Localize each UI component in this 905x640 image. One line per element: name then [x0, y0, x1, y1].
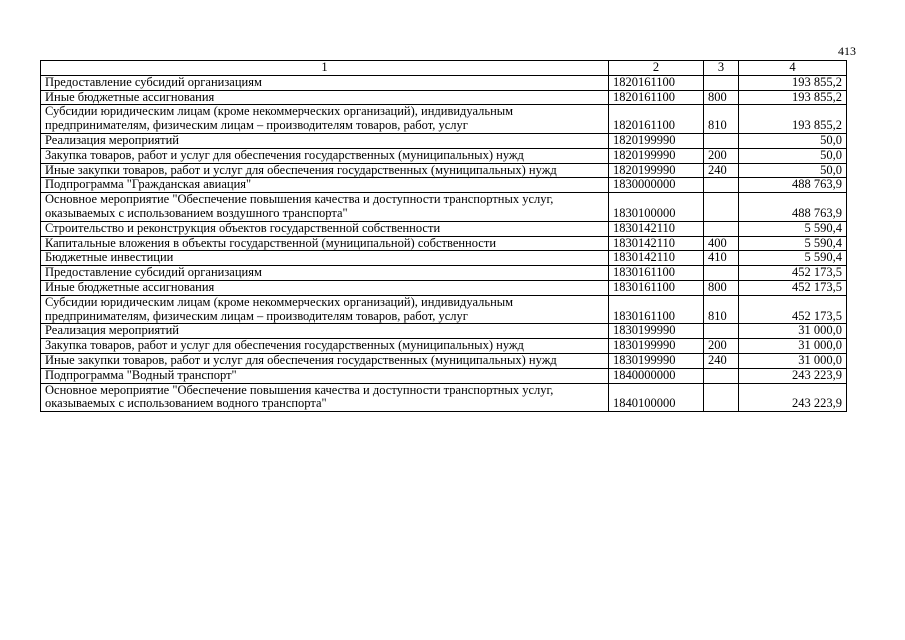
row-name-cell: Основное мероприятие "Обеспечение повышения качества и доступности транспортных услуг, оказываемых с использованием воздушного транспорта" — [41, 193, 609, 222]
row-name-cell: Иные закупки товаров, работ и услуг для обеспечения государственных (муниципальных) нужд — [41, 163, 609, 178]
row-type-cell: 400 — [704, 236, 739, 251]
row-code-cell: 1820161100 — [609, 105, 704, 134]
row-code-cell: 1830142110 — [609, 236, 704, 251]
row-sum-cell: 50,0 — [739, 163, 847, 178]
row-sum-cell: 452 173,5 — [739, 280, 847, 295]
row-type-cell: 240 — [704, 353, 739, 368]
row-type-cell: 800 — [704, 280, 739, 295]
row-type-cell — [704, 178, 739, 193]
row-code-cell: 1820199990 — [609, 133, 704, 148]
row-code-cell: 1820161100 — [609, 75, 704, 90]
row-name-cell: Реализация мероприятий — [41, 133, 609, 148]
row-code-cell: 1830199990 — [609, 339, 704, 354]
table-row — [41, 324, 847, 339]
row-code-cell: 1840000000 — [609, 368, 704, 383]
row-sum-cell: 193 855,2 — [739, 105, 847, 134]
header-col-4: 4 — [739, 61, 847, 76]
row-sum-cell: 5 590,4 — [739, 251, 847, 266]
row-name-cell: Предоставление субсидий организациям — [41, 266, 609, 281]
row-type-cell: 200 — [704, 148, 739, 163]
table-row — [41, 178, 847, 193]
row-name-cell: Подпрограмма "Гражданская авиация" — [41, 178, 609, 193]
row-type-cell — [704, 133, 739, 148]
row-sum-cell: 5 590,4 — [739, 236, 847, 251]
row-code-cell: 1820199990 — [609, 163, 704, 178]
row-code-cell: 1830161100 — [609, 266, 704, 281]
table-row — [41, 368, 847, 383]
row-type-cell — [704, 324, 739, 339]
row-type-cell — [704, 221, 739, 236]
row-sum-cell: 452 173,5 — [739, 266, 847, 281]
row-code-cell: 1820161100 — [609, 90, 704, 105]
table-row — [41, 90, 847, 105]
table-row — [41, 133, 847, 148]
row-type-cell: 410 — [704, 251, 739, 266]
row-sum-cell: 452 173,5 — [739, 295, 847, 324]
row-name-cell: Основное мероприятие "Обеспечение повышения качества и доступности транспортных услуг, оказываемых с использованием водного транспорта" — [41, 383, 609, 412]
row-sum-cell: 193 855,2 — [739, 75, 847, 90]
row-code-cell: 1830161100 — [609, 295, 704, 324]
row-sum-cell: 31 000,0 — [739, 353, 847, 368]
row-type-cell — [704, 368, 739, 383]
table-row — [41, 251, 847, 266]
table-row — [41, 193, 847, 222]
row-name-cell: Капитальные вложения в объекты государственной (муниципальной) собственности — [41, 236, 609, 251]
row-code-cell: 1830142110 — [609, 251, 704, 266]
row-sum-cell: 488 763,9 — [739, 193, 847, 222]
row-type-cell — [704, 266, 739, 281]
row-code-cell: 1830199990 — [609, 353, 704, 368]
row-sum-cell: 243 223,9 — [739, 368, 847, 383]
row-name-cell: Субсидии юридическим лицам (кроме некоммерческих организаций), индивидуальным предпринимателям, физическим лицам – производителям товаров, работ, услуг — [41, 105, 609, 134]
row-code-cell: 1830000000 — [609, 178, 704, 193]
table-row — [41, 148, 847, 163]
row-name-cell: Закупка товаров, работ и услуг для обеспечения государственных (муниципальных) нужд — [41, 148, 609, 163]
header-col-3: 3 — [704, 61, 739, 76]
table-header-row — [41, 61, 847, 76]
table-row — [41, 266, 847, 281]
row-name-cell: Субсидии юридическим лицам (кроме некоммерческих организаций), индивидуальным предпринимателям, физическим лицам – производителям товаров, работ, услуг — [41, 295, 609, 324]
row-type-cell: 810 — [704, 105, 739, 134]
row-name-cell: Строительство и реконструкция объектов государственной собственности — [41, 221, 609, 236]
table-row — [41, 163, 847, 178]
table-row — [41, 295, 847, 324]
row-code-cell: 1830142110 — [609, 221, 704, 236]
table-row — [41, 353, 847, 368]
row-type-cell — [704, 75, 739, 90]
row-code-cell: 1820199990 — [609, 148, 704, 163]
row-type-cell — [704, 193, 739, 222]
row-sum-cell: 5 590,4 — [739, 221, 847, 236]
table-row — [41, 383, 847, 412]
row-sum-cell: 50,0 — [739, 133, 847, 148]
table-row — [41, 280, 847, 295]
row-code-cell: 1830199990 — [609, 324, 704, 339]
row-code-cell: 1830100000 — [609, 193, 704, 222]
row-name-cell: Предоставление субсидий организациям — [41, 75, 609, 90]
row-type-cell: 800 — [704, 90, 739, 105]
page-number: 413 — [838, 44, 856, 58]
row-sum-cell: 488 763,9 — [739, 178, 847, 193]
row-sum-cell: 50,0 — [739, 148, 847, 163]
table-row — [41, 236, 847, 251]
row-name-cell: Закупка товаров, работ и услуг для обеспечения государственных (муниципальных) нужд — [41, 339, 609, 354]
row-type-cell: 240 — [704, 163, 739, 178]
row-type-cell: 810 — [704, 295, 739, 324]
row-name-cell: Иные закупки товаров, работ и услуг для обеспечения государственных (муниципальных) нужд — [41, 353, 609, 368]
row-sum-cell: 193 855,2 — [739, 90, 847, 105]
table-row — [41, 105, 847, 134]
table-row — [41, 221, 847, 236]
row-code-cell: 1840100000 — [609, 383, 704, 412]
row-sum-cell: 31 000,0 — [739, 339, 847, 354]
row-name-cell: Реализация мероприятий — [41, 324, 609, 339]
header-col-1: 1 — [41, 61, 609, 76]
table-row — [41, 339, 847, 354]
row-name-cell: Иные бюджетные ассигнования — [41, 280, 609, 295]
row-name-cell: Подпрограмма "Водный транспорт" — [41, 368, 609, 383]
row-type-cell: 200 — [704, 339, 739, 354]
table-row — [41, 75, 847, 90]
row-name-cell: Иные бюджетные ассигнования — [41, 90, 609, 105]
header-col-2: 2 — [609, 61, 704, 76]
row-name-cell: Бюджетные инвестиции — [41, 251, 609, 266]
row-sum-cell: 31 000,0 — [739, 324, 847, 339]
budget-table — [40, 60, 847, 412]
row-type-cell — [704, 383, 739, 412]
row-sum-cell: 243 223,9 — [739, 383, 847, 412]
row-code-cell: 1830161100 — [609, 280, 704, 295]
